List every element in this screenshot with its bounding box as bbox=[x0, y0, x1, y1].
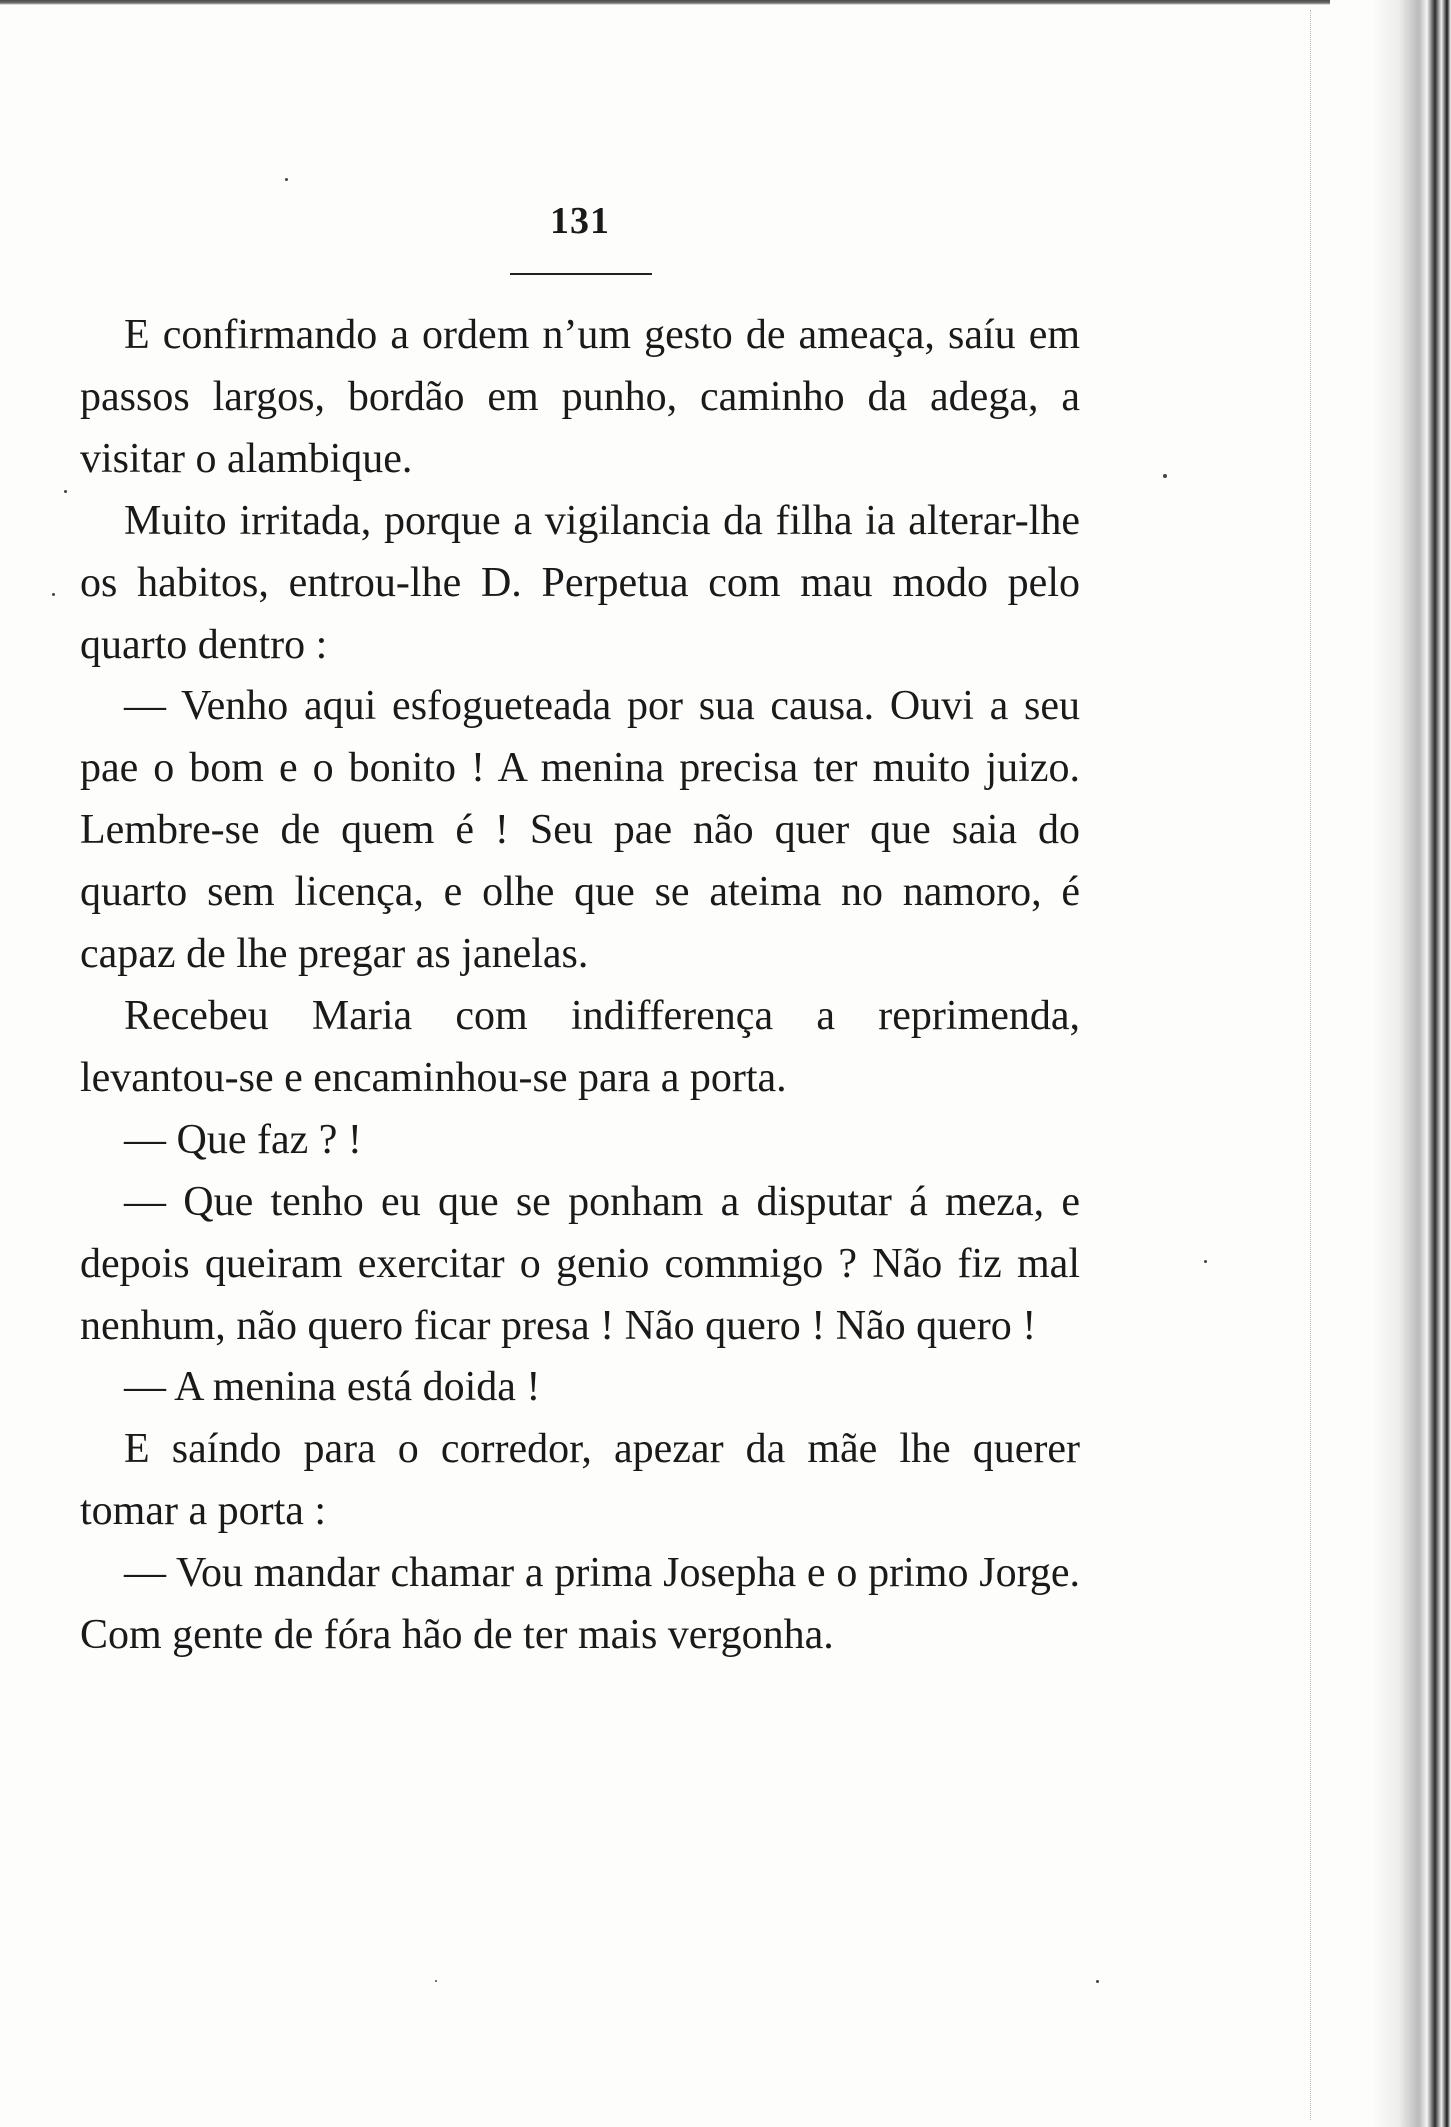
dialogue-paragraph: — Que tenho eu que se ponham a disputar á meza, e depois queiram exercitar o genio commigo ? Não fiz mal nenhum, não quero ficar presa ! Não quero ! Não quero ! bbox=[80, 1178, 1080, 1349]
body-text bbox=[80, 305, 1080, 1667]
header-rule bbox=[510, 273, 652, 275]
paragraph: E confirmando a ordem n’um gesto de ameaça, saíu em passos largos, bordão em punho, caminho da adega, a visitar o alambique. bbox=[80, 312, 1080, 482]
dialogue-paragraph: — A menina está doida ! bbox=[124, 1364, 541, 1411]
dialogue-paragraph: — Venho aqui esfogueteada por sua causa. Ouvi a seu pae o bom e o bonito ! A menina precisa ter muito juizo. Lembre-se de quem é ! Seu pae não quer que saia do quarto sem licença, e olhe que se ateima no namoro, é capaz de lhe pregar as janelas. bbox=[80, 683, 1080, 978]
paper-speck bbox=[285, 178, 288, 181]
paragraph: E saíndo para o corredor, apezar da mãe lhe querer tomar a porta : bbox=[80, 1426, 1080, 1535]
dialogue-paragraph: — Vou mandar chamar a prima Josepha e o primo Jorge. Com gente de fóra hão de ter mais vergonha. bbox=[80, 1550, 1080, 1659]
dialogue-paragraph: — Que faz ? ! bbox=[124, 1116, 362, 1163]
gutter-line bbox=[1309, 10, 1311, 2120]
paper-speck bbox=[435, 1980, 437, 1982]
paragraph: Muito irritada, porque a vigilancia da filha ia alterar-lhe os habitos, entrou-lhe D. Perpetua com mau modo pelo quarto dentro : bbox=[80, 497, 1080, 668]
paragraph: Recebeu Maria com indifferença a reprimenda, levantou-se e encaminhou-se para a porta. bbox=[80, 992, 1080, 1101]
paper-speck bbox=[1096, 1980, 1099, 1983]
paper-speck bbox=[1163, 474, 1167, 478]
page-number: 131 bbox=[550, 200, 610, 242]
paper-speck bbox=[1204, 1260, 1207, 1263]
book-spine-edge bbox=[1371, 0, 1451, 2127]
paper-speck bbox=[64, 490, 67, 493]
paper-speck bbox=[52, 593, 55, 596]
top-edge-rule bbox=[0, 0, 1330, 5]
